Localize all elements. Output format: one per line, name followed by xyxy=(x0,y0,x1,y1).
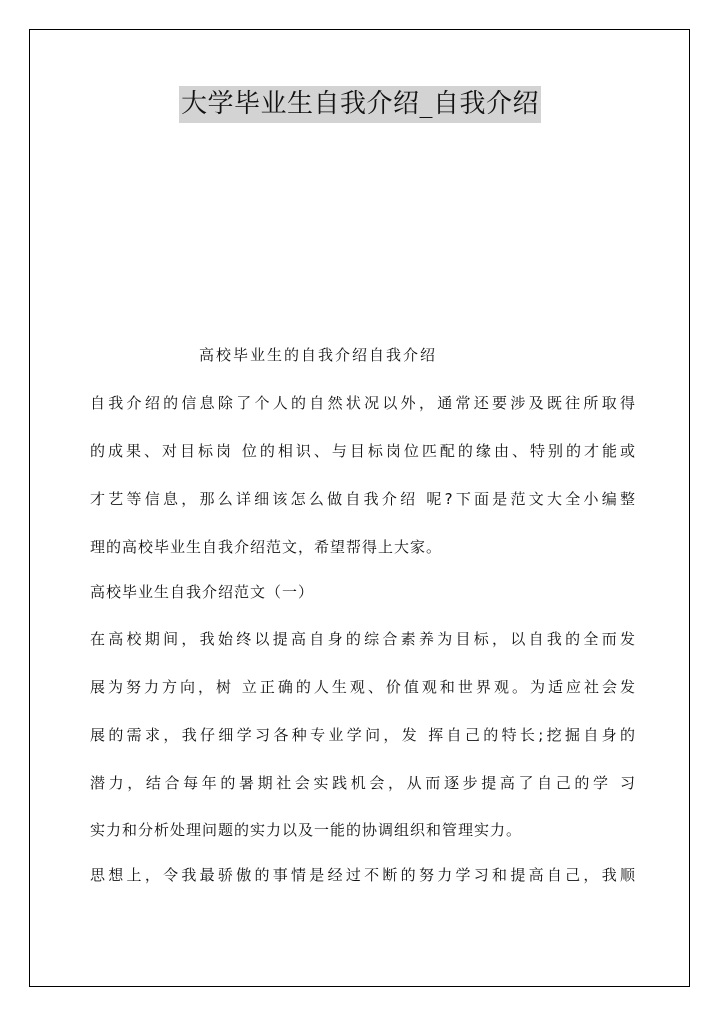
paragraph-line-1: 自我介绍的信息除了个人的自然状况以外，通常还要涉及既往所取得 xyxy=(90,394,635,412)
paragraph-line-5: 在高校期间，我始终以提高自身的综合素养为目标，以自我的全而发 xyxy=(90,630,635,648)
paragraph-line-6: 展为努力方向，树 立正确的人生观、价值观和世界观。为适应社会发 xyxy=(90,678,635,696)
subheading-line: 高校毕业生自我介绍范文（一） xyxy=(90,583,315,601)
paragraph-line-9: 实力和分析处理问题的实力以及一能的协调组织和管理实力。 xyxy=(90,821,523,839)
paragraph-line-2: 的成果、对目标岗 位的相识、与目标岗位匹配的缘由、特别的才能或 xyxy=(90,442,635,460)
paragraph-line-3: 才艺等信息，那么详细该怎么做自我介绍 呢?下面是范文大全小编整 xyxy=(90,490,635,508)
paragraph-line-10: 思想上，令我最骄傲的事情是经过不断的努力学习和提高自己，我顺 xyxy=(90,866,635,884)
paragraph-line-4: 理的高校毕业生自我介绍范文，希望帮得上大家。 xyxy=(90,538,443,556)
section-heading: 高校毕业生的自我介绍自我介绍 xyxy=(199,346,438,364)
document-title: 大学毕业生自我介绍_自我介绍 xyxy=(179,86,541,123)
paragraph-line-7: 展的需求，我仔细学习各种专业学问，发 挥自己的特长;挖掘自身的 xyxy=(90,726,635,744)
paragraph-line-8: 潜力，结合每年的暑期社会实践机会，从而逐步提高了自己的学 习 xyxy=(90,774,635,792)
title-container xyxy=(0,86,720,123)
